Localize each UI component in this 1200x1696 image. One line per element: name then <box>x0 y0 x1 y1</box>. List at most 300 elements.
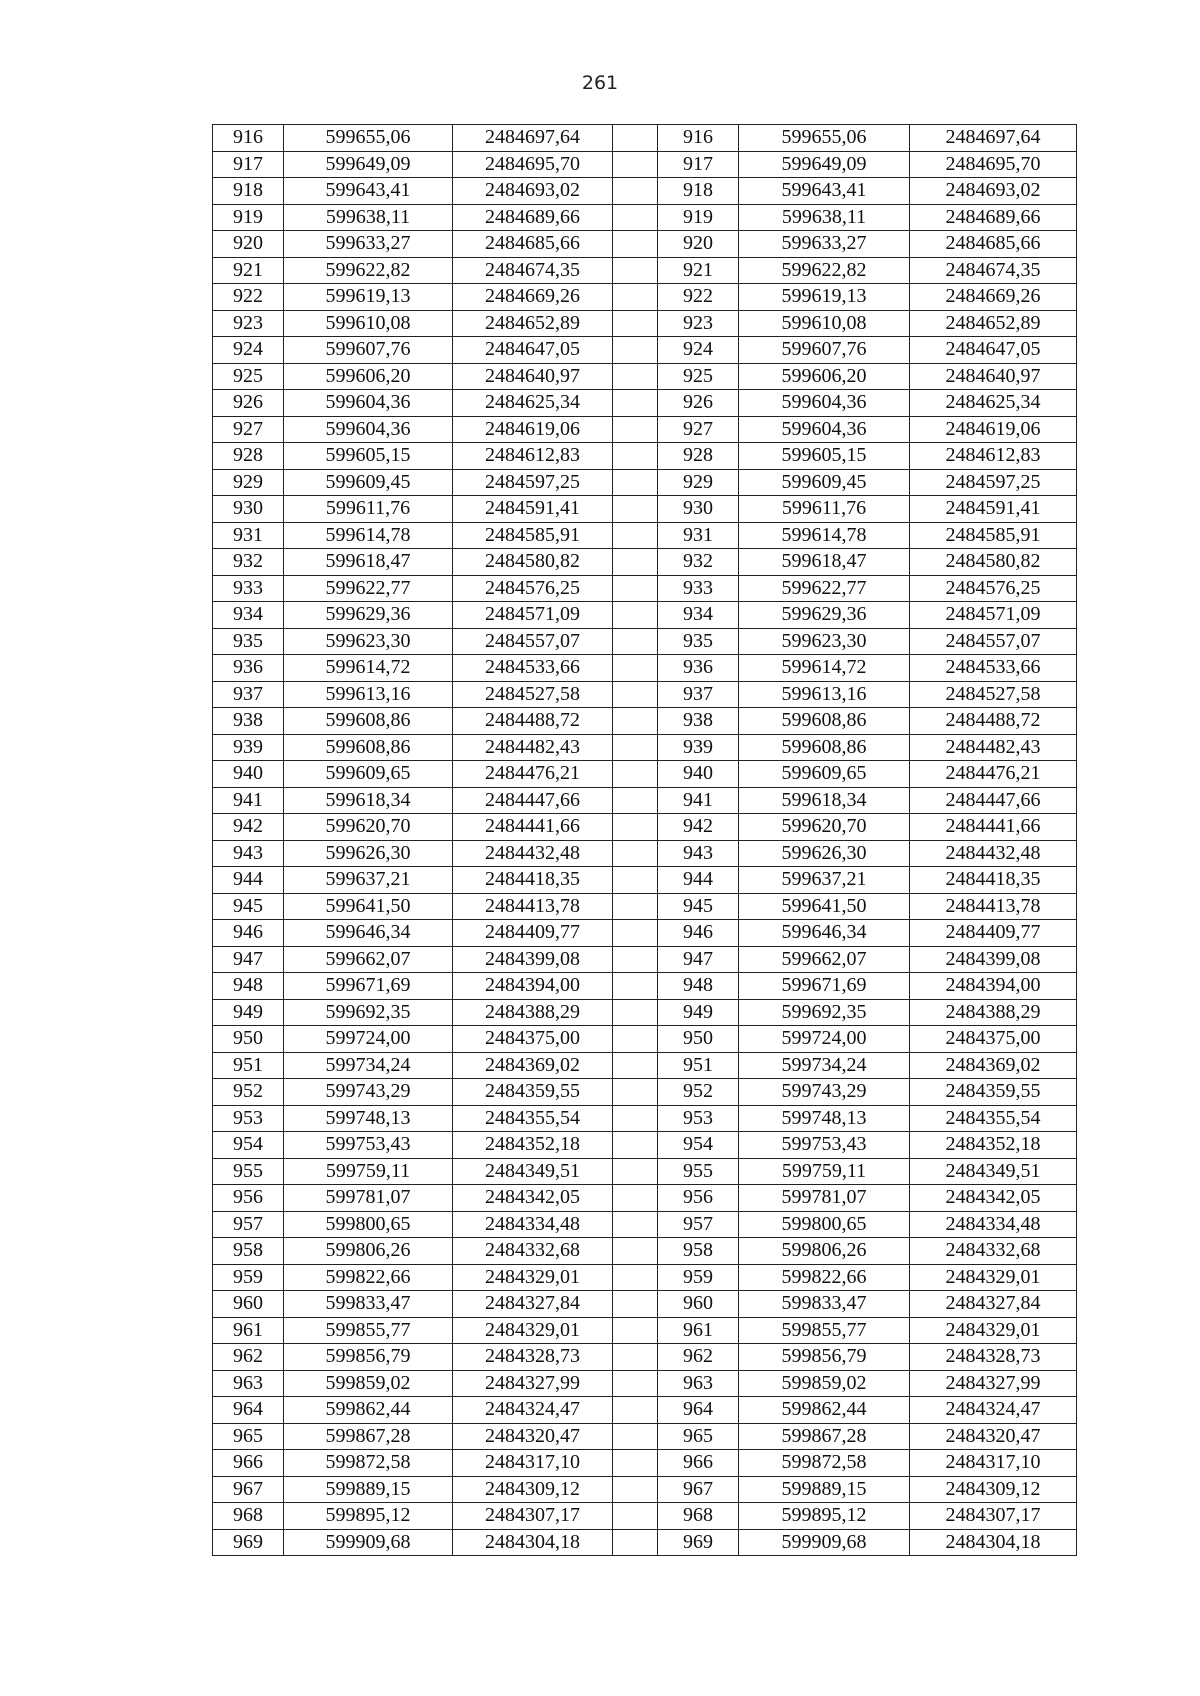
point-number-cell: 930 <box>213 496 284 523</box>
table-row <box>213 734 1077 761</box>
x-coordinate-cell: 599895,12 <box>284 1503 453 1530</box>
point-number-cell: 955 <box>658 1158 739 1185</box>
point-number-cell: 943 <box>658 840 739 867</box>
x-coordinate-cell: 599753,43 <box>739 1132 910 1159</box>
empty-cell <box>613 1503 658 1530</box>
y-coordinate-cell: 2484533,66 <box>910 655 1077 682</box>
y-coordinate-cell: 2484355,54 <box>453 1105 613 1132</box>
empty-cell <box>613 469 658 496</box>
point-number-cell: 956 <box>658 1185 739 1212</box>
point-number-cell: 916 <box>213 125 284 152</box>
y-coordinate-cell: 2484652,89 <box>453 310 613 337</box>
table-row <box>213 1026 1077 1053</box>
x-coordinate-cell: 599662,07 <box>284 946 453 973</box>
x-coordinate-cell: 599800,65 <box>739 1211 910 1238</box>
point-number-cell: 945 <box>658 893 739 920</box>
x-coordinate-cell: 599609,45 <box>739 469 910 496</box>
x-coordinate-cell: 599800,65 <box>284 1211 453 1238</box>
coordinates-table <box>212 124 1077 1556</box>
x-coordinate-cell: 599862,44 <box>284 1397 453 1424</box>
x-coordinate-cell: 599856,79 <box>284 1344 453 1371</box>
point-number-cell: 921 <box>213 257 284 284</box>
y-coordinate-cell: 2484413,78 <box>910 893 1077 920</box>
x-coordinate-cell: 599618,47 <box>284 549 453 576</box>
x-coordinate-cell: 599614,78 <box>739 522 910 549</box>
empty-cell <box>613 1291 658 1318</box>
x-coordinate-cell: 599604,36 <box>284 416 453 443</box>
y-coordinate-cell: 2484375,00 <box>910 1026 1077 1053</box>
y-coordinate-cell: 2484388,29 <box>453 999 613 1026</box>
point-number-cell: 937 <box>658 681 739 708</box>
table-row <box>213 522 1077 549</box>
y-coordinate-cell: 2484304,18 <box>910 1529 1077 1556</box>
table-row <box>213 151 1077 178</box>
table-row <box>213 575 1077 602</box>
x-coordinate-cell: 599867,28 <box>739 1423 910 1450</box>
y-coordinate-cell: 2484580,82 <box>453 549 613 576</box>
y-coordinate-cell: 2484527,58 <box>910 681 1077 708</box>
empty-cell <box>613 602 658 629</box>
y-coordinate-cell: 2484309,12 <box>910 1476 1077 1503</box>
x-coordinate-cell: 599633,27 <box>284 231 453 258</box>
x-coordinate-cell: 599626,30 <box>284 840 453 867</box>
y-coordinate-cell: 2484689,66 <box>453 204 613 231</box>
point-number-cell: 938 <box>213 708 284 735</box>
x-coordinate-cell: 599867,28 <box>284 1423 453 1450</box>
point-number-cell: 924 <box>658 337 739 364</box>
y-coordinate-cell: 2484576,25 <box>453 575 613 602</box>
table-row <box>213 257 1077 284</box>
point-number-cell: 941 <box>213 787 284 814</box>
x-coordinate-cell: 599724,00 <box>739 1026 910 1053</box>
x-coordinate-cell: 599618,34 <box>739 787 910 814</box>
y-coordinate-cell: 2484476,21 <box>453 761 613 788</box>
y-coordinate-cell: 2484369,02 <box>453 1052 613 1079</box>
point-number-cell: 949 <box>213 999 284 1026</box>
table-row <box>213 761 1077 788</box>
y-coordinate-cell: 2484625,34 <box>453 390 613 417</box>
x-coordinate-cell: 599629,36 <box>739 602 910 629</box>
y-coordinate-cell: 2484369,02 <box>910 1052 1077 1079</box>
empty-cell <box>613 1370 658 1397</box>
x-coordinate-cell: 599606,20 <box>739 363 910 390</box>
y-coordinate-cell: 2484576,25 <box>910 575 1077 602</box>
x-coordinate-cell: 599734,24 <box>739 1052 910 1079</box>
y-coordinate-cell: 2484669,26 <box>910 284 1077 311</box>
point-number-cell: 922 <box>213 284 284 311</box>
x-coordinate-cell: 599609,65 <box>284 761 453 788</box>
empty-cell <box>613 1105 658 1132</box>
x-coordinate-cell: 599646,34 <box>284 920 453 947</box>
table-row <box>213 893 1077 920</box>
y-coordinate-cell: 2484359,55 <box>453 1079 613 1106</box>
y-coordinate-cell: 2484394,00 <box>910 973 1077 1000</box>
y-coordinate-cell: 2484327,84 <box>910 1291 1077 1318</box>
point-number-cell: 918 <box>658 178 739 205</box>
y-coordinate-cell: 2484304,18 <box>453 1529 613 1556</box>
y-coordinate-cell: 2484418,35 <box>910 867 1077 894</box>
x-coordinate-cell: 599611,76 <box>739 496 910 523</box>
point-number-cell: 954 <box>213 1132 284 1159</box>
empty-cell <box>613 337 658 364</box>
y-coordinate-cell: 2484409,77 <box>453 920 613 947</box>
x-coordinate-cell: 599889,15 <box>284 1476 453 1503</box>
point-number-cell: 955 <box>213 1158 284 1185</box>
y-coordinate-cell: 2484685,66 <box>453 231 613 258</box>
y-coordinate-cell: 2484394,00 <box>453 973 613 1000</box>
x-coordinate-cell: 599872,58 <box>284 1450 453 1477</box>
x-coordinate-cell: 599607,76 <box>739 337 910 364</box>
x-coordinate-cell: 599862,44 <box>739 1397 910 1424</box>
y-coordinate-cell: 2484695,70 <box>910 151 1077 178</box>
x-coordinate-cell: 599637,21 <box>739 867 910 894</box>
x-coordinate-cell: 599604,36 <box>739 390 910 417</box>
empty-cell <box>613 1450 658 1477</box>
y-coordinate-cell: 2484585,91 <box>453 522 613 549</box>
table-row <box>213 1291 1077 1318</box>
x-coordinate-cell: 599626,30 <box>739 840 910 867</box>
y-coordinate-cell: 2484329,01 <box>453 1317 613 1344</box>
empty-cell <box>613 973 658 1000</box>
x-coordinate-cell: 599856,79 <box>739 1344 910 1371</box>
table-row <box>213 1211 1077 1238</box>
point-number-cell: 935 <box>658 628 739 655</box>
point-number-cell: 946 <box>213 920 284 947</box>
point-number-cell: 936 <box>213 655 284 682</box>
point-number-cell: 926 <box>658 390 739 417</box>
point-number-cell: 966 <box>213 1450 284 1477</box>
y-coordinate-cell: 2484342,05 <box>453 1185 613 1212</box>
table-row <box>213 1397 1077 1424</box>
table-row <box>213 1317 1077 1344</box>
point-number-cell: 952 <box>658 1079 739 1106</box>
y-coordinate-cell: 2484399,08 <box>910 946 1077 973</box>
y-coordinate-cell: 2484332,68 <box>453 1238 613 1265</box>
point-number-cell: 916 <box>658 125 739 152</box>
table-row <box>213 1238 1077 1265</box>
x-coordinate-cell: 599608,86 <box>284 708 453 735</box>
empty-cell <box>613 416 658 443</box>
x-coordinate-cell: 599859,02 <box>739 1370 910 1397</box>
y-coordinate-cell: 2484533,66 <box>453 655 613 682</box>
table-row <box>213 655 1077 682</box>
page-number: 261 <box>581 72 619 94</box>
y-coordinate-cell: 2484674,35 <box>453 257 613 284</box>
empty-cell <box>613 151 658 178</box>
point-number-cell: 925 <box>213 363 284 390</box>
y-coordinate-cell: 2484307,17 <box>910 1503 1077 1530</box>
point-number-cell: 961 <box>658 1317 739 1344</box>
point-number-cell: 967 <box>658 1476 739 1503</box>
table-row <box>213 1158 1077 1185</box>
empty-cell <box>613 761 658 788</box>
x-coordinate-cell: 599872,58 <box>739 1450 910 1477</box>
y-coordinate-cell: 2484597,25 <box>910 469 1077 496</box>
empty-cell <box>613 363 658 390</box>
point-number-cell: 928 <box>658 443 739 470</box>
point-number-cell: 952 <box>213 1079 284 1106</box>
point-number-cell: 935 <box>213 628 284 655</box>
point-number-cell: 931 <box>213 522 284 549</box>
x-coordinate-cell: 599748,13 <box>739 1105 910 1132</box>
point-number-cell: 953 <box>658 1105 739 1132</box>
x-coordinate-cell: 599692,35 <box>284 999 453 1026</box>
point-number-cell: 968 <box>213 1503 284 1530</box>
empty-cell <box>613 1185 658 1212</box>
y-coordinate-cell: 2484432,48 <box>910 840 1077 867</box>
empty-cell <box>613 814 658 841</box>
point-number-cell: 958 <box>658 1238 739 1265</box>
point-number-cell: 942 <box>658 814 739 841</box>
x-coordinate-cell: 599622,82 <box>284 257 453 284</box>
empty-cell <box>613 867 658 894</box>
point-number-cell: 960 <box>658 1291 739 1318</box>
point-number-cell: 937 <box>213 681 284 708</box>
y-coordinate-cell: 2484697,64 <box>910 125 1077 152</box>
point-number-cell: 951 <box>213 1052 284 1079</box>
point-number-cell: 940 <box>658 761 739 788</box>
empty-cell <box>613 443 658 470</box>
point-number-cell: 961 <box>213 1317 284 1344</box>
y-coordinate-cell: 2484328,73 <box>453 1344 613 1371</box>
y-coordinate-cell: 2484349,51 <box>453 1158 613 1185</box>
y-coordinate-cell: 2484695,70 <box>453 151 613 178</box>
empty-cell <box>613 1264 658 1291</box>
y-coordinate-cell: 2484580,82 <box>910 549 1077 576</box>
table-row <box>213 840 1077 867</box>
x-coordinate-cell: 599613,16 <box>739 681 910 708</box>
empty-cell <box>613 681 658 708</box>
empty-cell <box>613 655 658 682</box>
y-coordinate-cell: 2484557,07 <box>910 628 1077 655</box>
table-row <box>213 337 1077 364</box>
x-coordinate-cell: 599633,27 <box>739 231 910 258</box>
y-coordinate-cell: 2484334,48 <box>910 1211 1077 1238</box>
point-number-cell: 928 <box>213 443 284 470</box>
x-coordinate-cell: 599618,34 <box>284 787 453 814</box>
x-coordinate-cell: 599822,66 <box>284 1264 453 1291</box>
x-coordinate-cell: 599609,45 <box>284 469 453 496</box>
table-row <box>213 1264 1077 1291</box>
empty-cell <box>613 496 658 523</box>
y-coordinate-cell: 2484640,97 <box>453 363 613 390</box>
y-coordinate-cell: 2484329,01 <box>910 1264 1077 1291</box>
x-coordinate-cell: 599641,50 <box>739 893 910 920</box>
point-number-cell: 934 <box>213 602 284 629</box>
point-number-cell: 943 <box>213 840 284 867</box>
y-coordinate-cell: 2484418,35 <box>453 867 613 894</box>
x-coordinate-cell: 599748,13 <box>284 1105 453 1132</box>
empty-cell <box>613 1476 658 1503</box>
point-number-cell: 938 <box>658 708 739 735</box>
x-coordinate-cell: 599833,47 <box>739 1291 910 1318</box>
table-row <box>213 1185 1077 1212</box>
table-row <box>213 310 1077 337</box>
y-coordinate-cell: 2484320,47 <box>453 1423 613 1450</box>
point-number-cell: 919 <box>658 204 739 231</box>
point-number-cell: 929 <box>658 469 739 496</box>
x-coordinate-cell: 599895,12 <box>739 1503 910 1530</box>
empty-cell <box>613 1079 658 1106</box>
y-coordinate-cell: 2484447,66 <box>453 787 613 814</box>
empty-cell <box>613 734 658 761</box>
x-coordinate-cell: 599609,65 <box>739 761 910 788</box>
point-number-cell: 922 <box>658 284 739 311</box>
y-coordinate-cell: 2484591,41 <box>453 496 613 523</box>
point-number-cell: 968 <box>658 1503 739 1530</box>
y-coordinate-cell: 2484482,43 <box>910 734 1077 761</box>
point-number-cell: 966 <box>658 1450 739 1477</box>
x-coordinate-cell: 599606,20 <box>284 363 453 390</box>
point-number-cell: 932 <box>658 549 739 576</box>
x-coordinate-cell: 599781,07 <box>739 1185 910 1212</box>
x-coordinate-cell: 599607,76 <box>284 337 453 364</box>
empty-cell <box>613 1132 658 1159</box>
empty-cell <box>613 946 658 973</box>
point-number-cell: 960 <box>213 1291 284 1318</box>
y-coordinate-cell: 2484329,01 <box>910 1317 1077 1344</box>
table-row <box>213 602 1077 629</box>
point-number-cell: 925 <box>658 363 739 390</box>
x-coordinate-cell: 599859,02 <box>284 1370 453 1397</box>
x-coordinate-cell: 599641,50 <box>284 893 453 920</box>
point-number-cell: 947 <box>213 946 284 973</box>
point-number-cell: 963 <box>658 1370 739 1397</box>
point-number-cell: 964 <box>213 1397 284 1424</box>
point-number-cell: 948 <box>658 973 739 1000</box>
point-number-cell: 930 <box>658 496 739 523</box>
x-coordinate-cell: 599655,06 <box>739 125 910 152</box>
y-coordinate-cell: 2484647,05 <box>910 337 1077 364</box>
y-coordinate-cell: 2484352,18 <box>910 1132 1077 1159</box>
point-number-cell: 924 <box>213 337 284 364</box>
y-coordinate-cell: 2484317,10 <box>910 1450 1077 1477</box>
x-coordinate-cell: 599724,00 <box>284 1026 453 1053</box>
x-coordinate-cell: 599909,68 <box>284 1529 453 1556</box>
table-row <box>213 628 1077 655</box>
x-coordinate-cell: 599781,07 <box>284 1185 453 1212</box>
x-coordinate-cell: 599614,72 <box>284 655 453 682</box>
x-coordinate-cell: 599619,13 <box>284 284 453 311</box>
y-coordinate-cell: 2484388,29 <box>910 999 1077 1026</box>
table-row <box>213 867 1077 894</box>
x-coordinate-cell: 599622,82 <box>739 257 910 284</box>
point-number-cell: 929 <box>213 469 284 496</box>
empty-cell <box>613 125 658 152</box>
x-coordinate-cell: 599620,70 <box>284 814 453 841</box>
y-coordinate-cell: 2484647,05 <box>453 337 613 364</box>
table-row <box>213 681 1077 708</box>
point-number-cell: 965 <box>213 1423 284 1450</box>
table-row <box>213 416 1077 443</box>
table-row <box>213 284 1077 311</box>
point-number-cell: 950 <box>658 1026 739 1053</box>
x-coordinate-cell: 599604,36 <box>284 390 453 417</box>
y-coordinate-cell: 2484432,48 <box>453 840 613 867</box>
x-coordinate-cell: 599608,86 <box>739 734 910 761</box>
y-coordinate-cell: 2484317,10 <box>453 1450 613 1477</box>
x-coordinate-cell: 599806,26 <box>284 1238 453 1265</box>
y-coordinate-cell: 2484349,51 <box>910 1158 1077 1185</box>
x-coordinate-cell: 599629,36 <box>284 602 453 629</box>
table-row <box>213 708 1077 735</box>
x-coordinate-cell: 599611,76 <box>284 496 453 523</box>
empty-cell <box>613 708 658 735</box>
empty-cell <box>613 920 658 947</box>
point-number-cell: 923 <box>658 310 739 337</box>
x-coordinate-cell: 599671,69 <box>284 973 453 1000</box>
y-coordinate-cell: 2484342,05 <box>910 1185 1077 1212</box>
x-coordinate-cell: 599643,41 <box>739 178 910 205</box>
point-number-cell: 965 <box>658 1423 739 1450</box>
x-coordinate-cell: 599692,35 <box>739 999 910 1026</box>
table-row <box>213 1450 1077 1477</box>
x-coordinate-cell: 599618,47 <box>739 549 910 576</box>
y-coordinate-cell: 2484324,47 <box>910 1397 1077 1424</box>
x-coordinate-cell: 599619,13 <box>739 284 910 311</box>
y-coordinate-cell: 2484488,72 <box>453 708 613 735</box>
empty-cell <box>613 628 658 655</box>
point-number-cell: 919 <box>213 204 284 231</box>
x-coordinate-cell: 599806,26 <box>739 1238 910 1265</box>
point-number-cell: 944 <box>213 867 284 894</box>
point-number-cell: 959 <box>213 1264 284 1291</box>
x-coordinate-cell: 599637,21 <box>284 867 453 894</box>
empty-cell <box>613 1423 658 1450</box>
point-number-cell: 918 <box>213 178 284 205</box>
x-coordinate-cell: 599649,09 <box>284 151 453 178</box>
table-row <box>213 1423 1077 1450</box>
point-number-cell: 957 <box>658 1211 739 1238</box>
point-number-cell: 967 <box>213 1476 284 1503</box>
empty-cell <box>613 1052 658 1079</box>
y-coordinate-cell: 2484309,12 <box>453 1476 613 1503</box>
point-number-cell: 957 <box>213 1211 284 1238</box>
table-row <box>213 973 1077 1000</box>
y-coordinate-cell: 2484597,25 <box>453 469 613 496</box>
point-number-cell: 950 <box>213 1026 284 1053</box>
table-row <box>213 920 1077 947</box>
empty-cell <box>613 522 658 549</box>
table-row <box>213 1132 1077 1159</box>
point-number-cell: 946 <box>658 920 739 947</box>
empty-cell <box>613 1158 658 1185</box>
table-row <box>213 1529 1077 1556</box>
point-number-cell: 917 <box>213 151 284 178</box>
x-coordinate-cell: 599605,15 <box>284 443 453 470</box>
empty-cell <box>613 1238 658 1265</box>
x-coordinate-cell: 599608,86 <box>739 708 910 735</box>
empty-cell <box>613 284 658 311</box>
x-coordinate-cell: 599613,16 <box>284 681 453 708</box>
x-coordinate-cell: 599855,77 <box>284 1317 453 1344</box>
point-number-cell: 921 <box>658 257 739 284</box>
y-coordinate-cell: 2484693,02 <box>453 178 613 205</box>
point-number-cell: 934 <box>658 602 739 629</box>
y-coordinate-cell: 2484324,47 <box>453 1397 613 1424</box>
table-row <box>213 787 1077 814</box>
point-number-cell: 942 <box>213 814 284 841</box>
empty-cell <box>613 204 658 231</box>
x-coordinate-cell: 599623,30 <box>284 628 453 655</box>
x-coordinate-cell: 599759,11 <box>739 1158 910 1185</box>
table-row <box>213 549 1077 576</box>
y-coordinate-cell: 2484685,66 <box>910 231 1077 258</box>
point-number-cell: 941 <box>658 787 739 814</box>
empty-cell <box>613 178 658 205</box>
x-coordinate-cell: 599889,15 <box>739 1476 910 1503</box>
x-coordinate-cell: 599655,06 <box>284 125 453 152</box>
